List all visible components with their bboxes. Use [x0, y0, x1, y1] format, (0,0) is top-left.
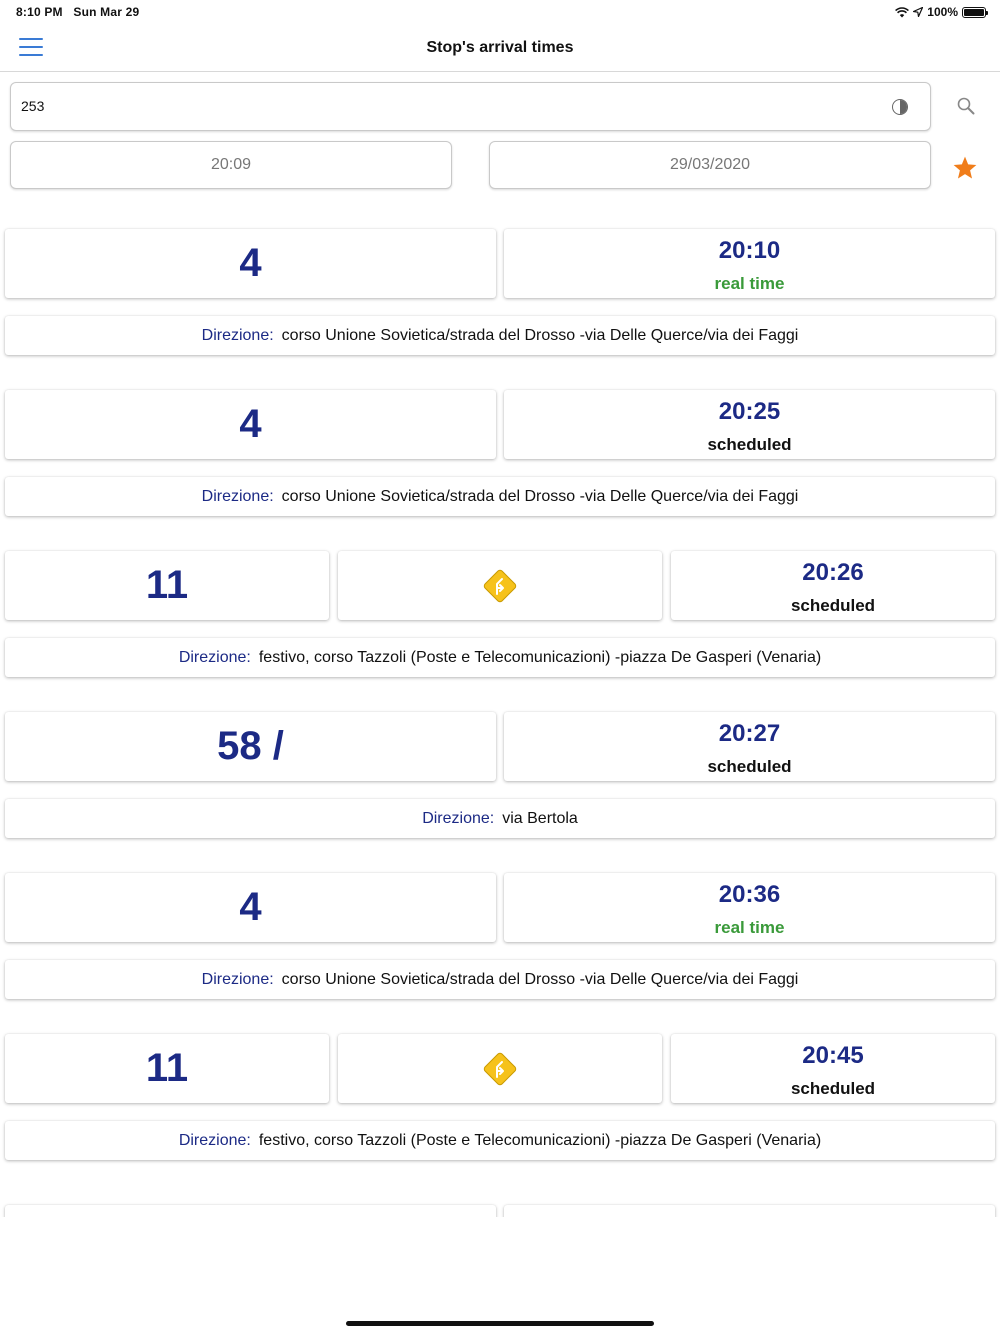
direction-card[interactable]	[5, 960, 995, 999]
time-field[interactable]: 20:09	[10, 141, 452, 189]
route-number-card[interactable]	[5, 551, 329, 620]
detour-icon-card[interactable]	[338, 551, 662, 620]
arrival-time-card[interactable]	[504, 873, 995, 942]
arrival-time: 20:36	[718, 881, 781, 908]
direction-text: corso Unione Sovietica/strada del Drosso -via Delle Querce/via dei Faggi	[281, 970, 799, 988]
location-arrow-icon	[913, 7, 923, 17]
route-number-card[interactable]	[5, 390, 496, 459]
arrival-status: real time	[714, 918, 785, 937]
search-icon[interactable]	[957, 97, 975, 115]
route-number: 4	[239, 241, 262, 285]
direction-label: Direzione:	[201, 487, 274, 505]
stop-search-input[interactable]	[10, 82, 931, 131]
arrival-time: 20:27	[718, 720, 781, 747]
page-title: Stop's arrival times	[426, 39, 574, 56]
arrival-status: scheduled	[790, 1079, 876, 1098]
route-number: 4	[239, 402, 262, 446]
status-date: Sun Mar 29	[73, 5, 140, 19]
direction-label: Direzione:	[178, 648, 251, 666]
direction-card[interactable]	[5, 1121, 995, 1160]
home-indicator	[346, 1321, 654, 1326]
direction-card[interactable]	[5, 477, 995, 516]
status-bar	[0, 0, 1000, 24]
direction-text: festivo, corso Tazzoli (Poste e Telecomunicazioni) -piazza De Gasperi (Venaria)	[258, 1131, 822, 1149]
direction-label: Direzione:	[201, 970, 274, 988]
detour-diamond-icon	[481, 1050, 519, 1088]
partial-line-card	[5, 1205, 496, 1217]
direction-card[interactable]	[5, 799, 995, 838]
arrival-time: 20:25	[718, 398, 781, 425]
arrival-time-card[interactable]	[504, 712, 995, 781]
arrival-time: 20:26	[802, 559, 864, 586]
partial-row	[0, 1195, 1000, 1217]
arrival-status: scheduled	[790, 596, 876, 615]
partial-time-card	[504, 1205, 995, 1217]
arrival-time-card[interactable]	[504, 390, 995, 459]
route-number-card[interactable]	[5, 873, 496, 942]
status-time-date	[16, 5, 139, 19]
route-number-card[interactable]	[5, 229, 496, 298]
arrival-time-card[interactable]	[671, 1034, 995, 1103]
route-number: 4	[239, 885, 262, 929]
arrival-status: scheduled	[707, 435, 792, 454]
arrival-time-card[interactable]	[504, 229, 995, 298]
arrival-time: 20:10	[718, 237, 781, 264]
contrast-icon[interactable]	[892, 99, 908, 115]
date-field[interactable]: 29/03/2020	[489, 141, 931, 189]
direction-card[interactable]	[5, 316, 995, 355]
arrival-time: 20:45	[802, 1042, 864, 1069]
route-number-card[interactable]	[5, 712, 496, 781]
battery-icon	[962, 7, 986, 18]
direction-label: Direzione:	[178, 1131, 251, 1149]
route-number: 11	[145, 563, 189, 607]
direction-label: Direzione:	[201, 326, 274, 344]
wifi-icon	[895, 7, 909, 18]
battery-percent: 100%	[927, 5, 958, 19]
direction-text: festivo, corso Tazzoli (Poste e Telecomunicazioni) -piazza De Gasperi (Venaria)	[258, 648, 822, 666]
direction-card[interactable]	[5, 638, 995, 677]
status-time: 8:10 PM	[16, 5, 63, 19]
arrival-status: scheduled	[707, 757, 792, 776]
arrival-time-card[interactable]	[671, 551, 995, 620]
detour-icon-card[interactable]	[338, 1034, 662, 1103]
route-number: 58 /	[217, 724, 284, 768]
route-number-card[interactable]	[5, 1034, 329, 1103]
direction-text: via Bertola	[502, 809, 578, 827]
status-right	[895, 5, 986, 19]
arrival-status: real time	[714, 274, 785, 293]
star-icon[interactable]	[952, 155, 978, 181]
search-input-value[interactable]: 253	[21, 98, 45, 114]
route-number: 11	[145, 1046, 189, 1090]
nav-bar	[0, 24, 1000, 72]
direction-text: corso Unione Sovietica/strada del Drosso -via Delle Querce/via dei Faggi	[281, 326, 799, 344]
direction-text: corso Unione Sovietica/strada del Drosso -via Delle Querce/via dei Faggi	[281, 487, 799, 505]
direction-label: Direzione:	[422, 809, 495, 827]
detour-diamond-icon	[481, 567, 519, 605]
